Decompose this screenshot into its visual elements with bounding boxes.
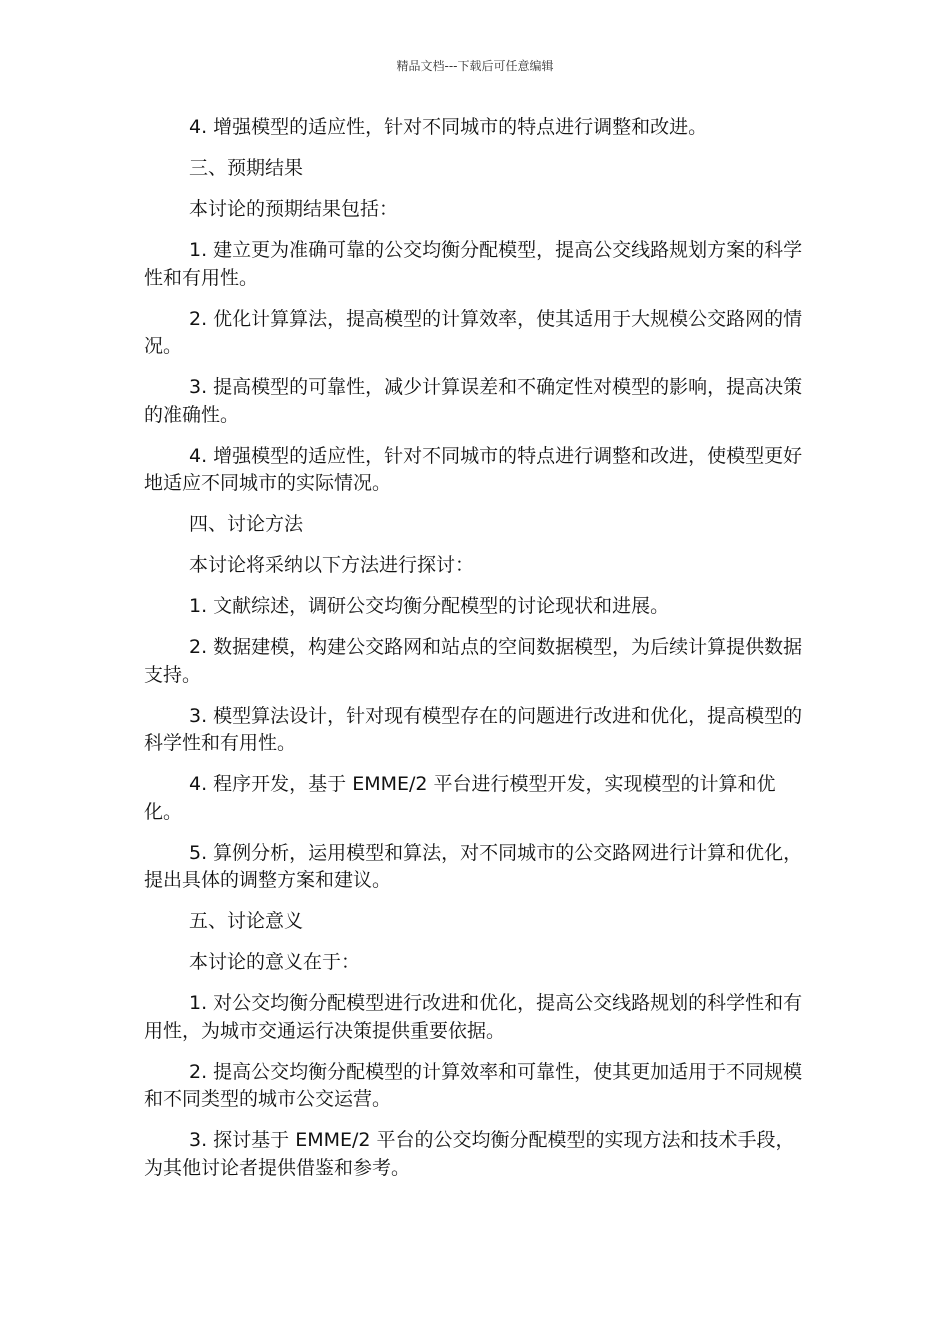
paragraph: 本讨论将采纳以下方法进行探讨： <box>189 554 475 576</box>
paragraph: 本讨论的意义在于： <box>189 951 361 973</box>
section-heading: 四、讨论方法 <box>189 513 304 535</box>
paragraph: 4. 增强模型的适应性，针对不同城市的特点进行调整和改进。 <box>189 116 708 138</box>
page-header: 精品文档---下载后可任意编辑 <box>396 59 554 73</box>
list-item: 1. 对公交均衡分配模型进行改进和优化，提高公交线路规划的科学性和有用性，为城市交通运行决策提供重要依据。 <box>144 992 803 1042</box>
list-item: 3. 探讨基于 EMME/2 平台的公交均衡分配模型的实现方法和技术手段，为其他讨论者提供借鉴和参考。 <box>144 1129 795 1179</box>
list-item: 2. 数据建模，构建公交路网和站点的空间数据模型，为后续计算提供数据支持。 <box>144 636 803 686</box>
section-heading: 五、讨论意义 <box>189 910 304 932</box>
document-body <box>144 114 806 1196</box>
list-item: 4. 增强模型的适应性，针对不同城市的特点进行调整和改进，使模型更好地适应不同城市的实际情况。 <box>144 444 803 494</box>
list-item: 2. 提高公交均衡分配模型的计算效率和可靠性，使其更加适用于不同规模和不同类型的城市公交运营。 <box>144 1060 803 1110</box>
list-item: 3. 提高模型的可靠性，减少计算误差和不确定性对模型的影响，提高决策的准确性。 <box>144 376 803 426</box>
list-item: 1. 文献综述，调研公交均衡分配模型的讨论现状和进展。 <box>189 595 670 617</box>
list-item: 4. 程序开发，基于 EMME/2 平台进行模型开发，实现模型的计算和优化。 <box>144 773 776 823</box>
list-item: 5. 算例分析，运用模型和算法，对不同城市的公交路网进行计算和优化，提出具体的调整方案和建议。 <box>144 841 803 891</box>
paragraph: 本讨论的预期结果包括： <box>189 198 399 220</box>
list-item: 2. 优化计算算法，提高模型的计算效率，使其适用于大规模公交路网的情况。 <box>144 307 803 357</box>
list-item: 3. 模型算法设计，针对现有模型存在的问题进行改进和优化，提高模型的科学性和有用性。 <box>144 704 803 754</box>
section-heading: 三、预期结果 <box>189 157 304 179</box>
list-item: 1. 建立更为准确可靠的公交均衡分配模型，提高公交线路规划方案的科学性和有用性。 <box>144 239 803 289</box>
